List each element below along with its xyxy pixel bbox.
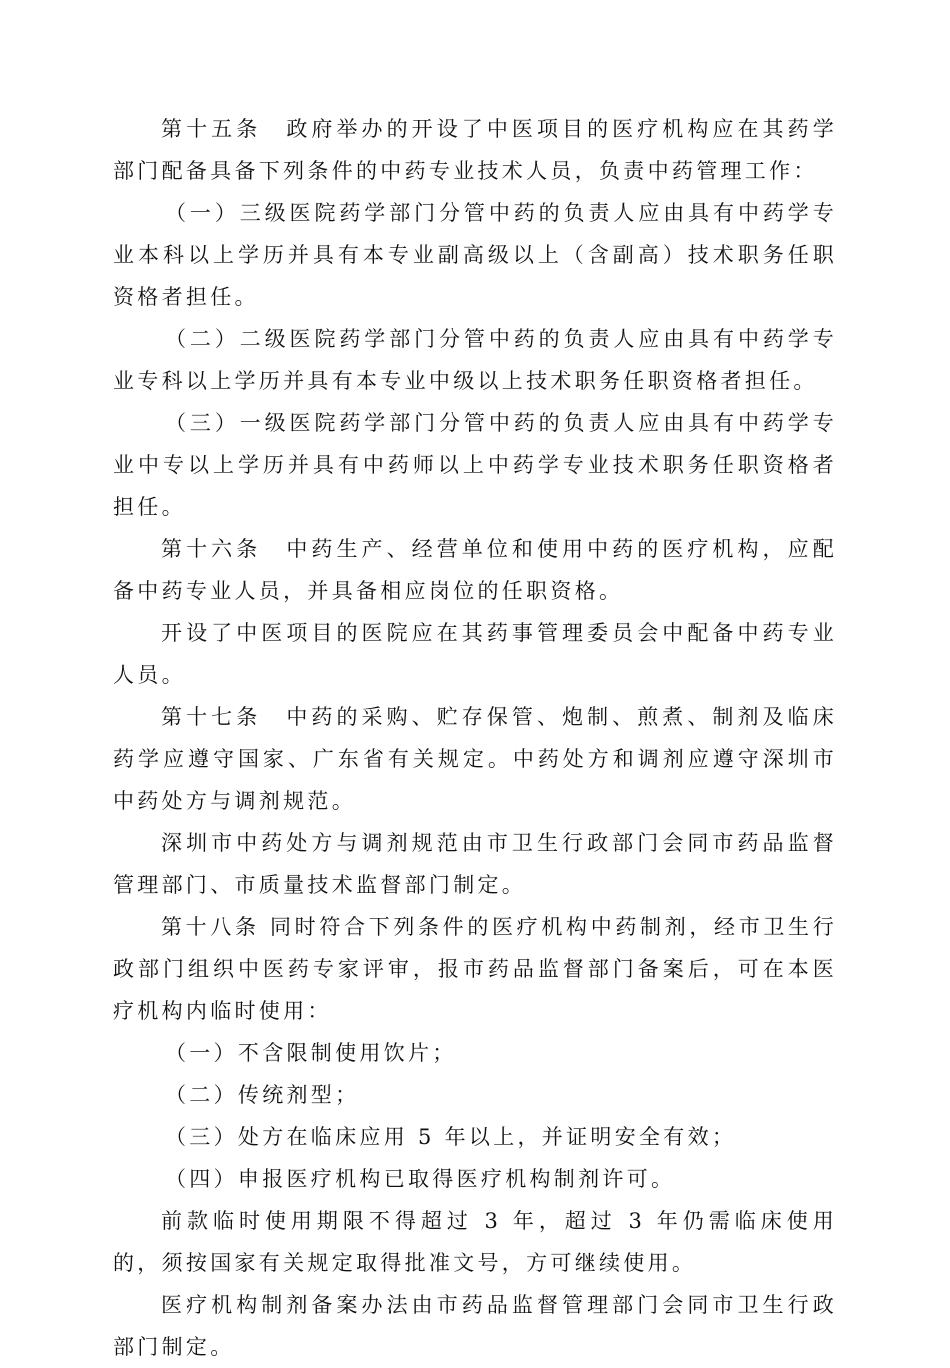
article-16-paragraph: 第十六条 中药生产、经营单位和使用中药的医疗机构，应配备中药专业人员，并具备相应岗位的任职资格。: [113, 537, 837, 603]
article-18-paragraph-3: 医疗机构制剂备案办法由市药品监督管理部门会同市卫生行政部门制定。: [113, 1293, 837, 1359]
document-body: [113, 108, 837, 1368]
article-15-item-3: （三）一级医院药学部门分管中药的负责人应由具有中药学专业中专以上学历并具有中药师以上中药学专业技术职务任职资格者担任。: [113, 411, 837, 519]
article-18-paragraph-2: 前款临时使用期限不得超过 3 年，超过 3 年仍需临床使用的，须按国家有关规定取得批准文号，方可继续使用。: [113, 1209, 837, 1275]
article-15-paragraph: 第十五条 政府举办的开设了中医项目的医疗机构应在其药学部门配备具备下列条件的中药专业技术人员，负责中药管理工作：: [113, 117, 837, 183]
article-17-paragraph: 第十七条 中药的采购、贮存保管、炮制、煎煮、制剂及临床药学应遵守国家、广东省有关规定。中药处方和调剂应遵守深圳市中药处方与调剂规范。: [113, 705, 837, 813]
article-16-paragraph-2: 开设了中医项目的医院应在其药事管理委员会中配备中药专业人员。: [113, 621, 837, 687]
article-18-item-1: （一）不含限制使用饮片；: [165, 1041, 457, 1065]
article-17-paragraph-2: 深圳市中药处方与调剂规范由市卫生行政部门会同市药品监督管理部门、市质量技术监督部门制定。: [113, 831, 837, 897]
article-15-item-1: （一）三级医院药学部门分管中药的负责人应由具有中药学专业本科以上学历并具有本专业副高级以上（含副高）技术职务任职资格者担任。: [113, 201, 837, 309]
article-18-item-4: （四）申报医疗机构已取得医疗机构制剂许可。: [165, 1167, 676, 1191]
article-18-item-2: （二）传统剂型；: [165, 1083, 360, 1107]
article-18-paragraph: 第十八条 同时符合下列条件的医疗机构中药制剂，经市卫生行政部门组织中医药专家评审，报市药品监督部门备案后，可在本医疗机构内临时使用：: [113, 915, 837, 1023]
article-15-item-2: （二）二级医院药学部门分管中药的负责人应由具有中药学专业专科以上学历并具有本专业中级以上技术职务任职资格者担任。: [113, 327, 837, 393]
article-18-item-3: （三）处方在临床应用 5 年以上，并证明安全有效；: [165, 1125, 737, 1149]
